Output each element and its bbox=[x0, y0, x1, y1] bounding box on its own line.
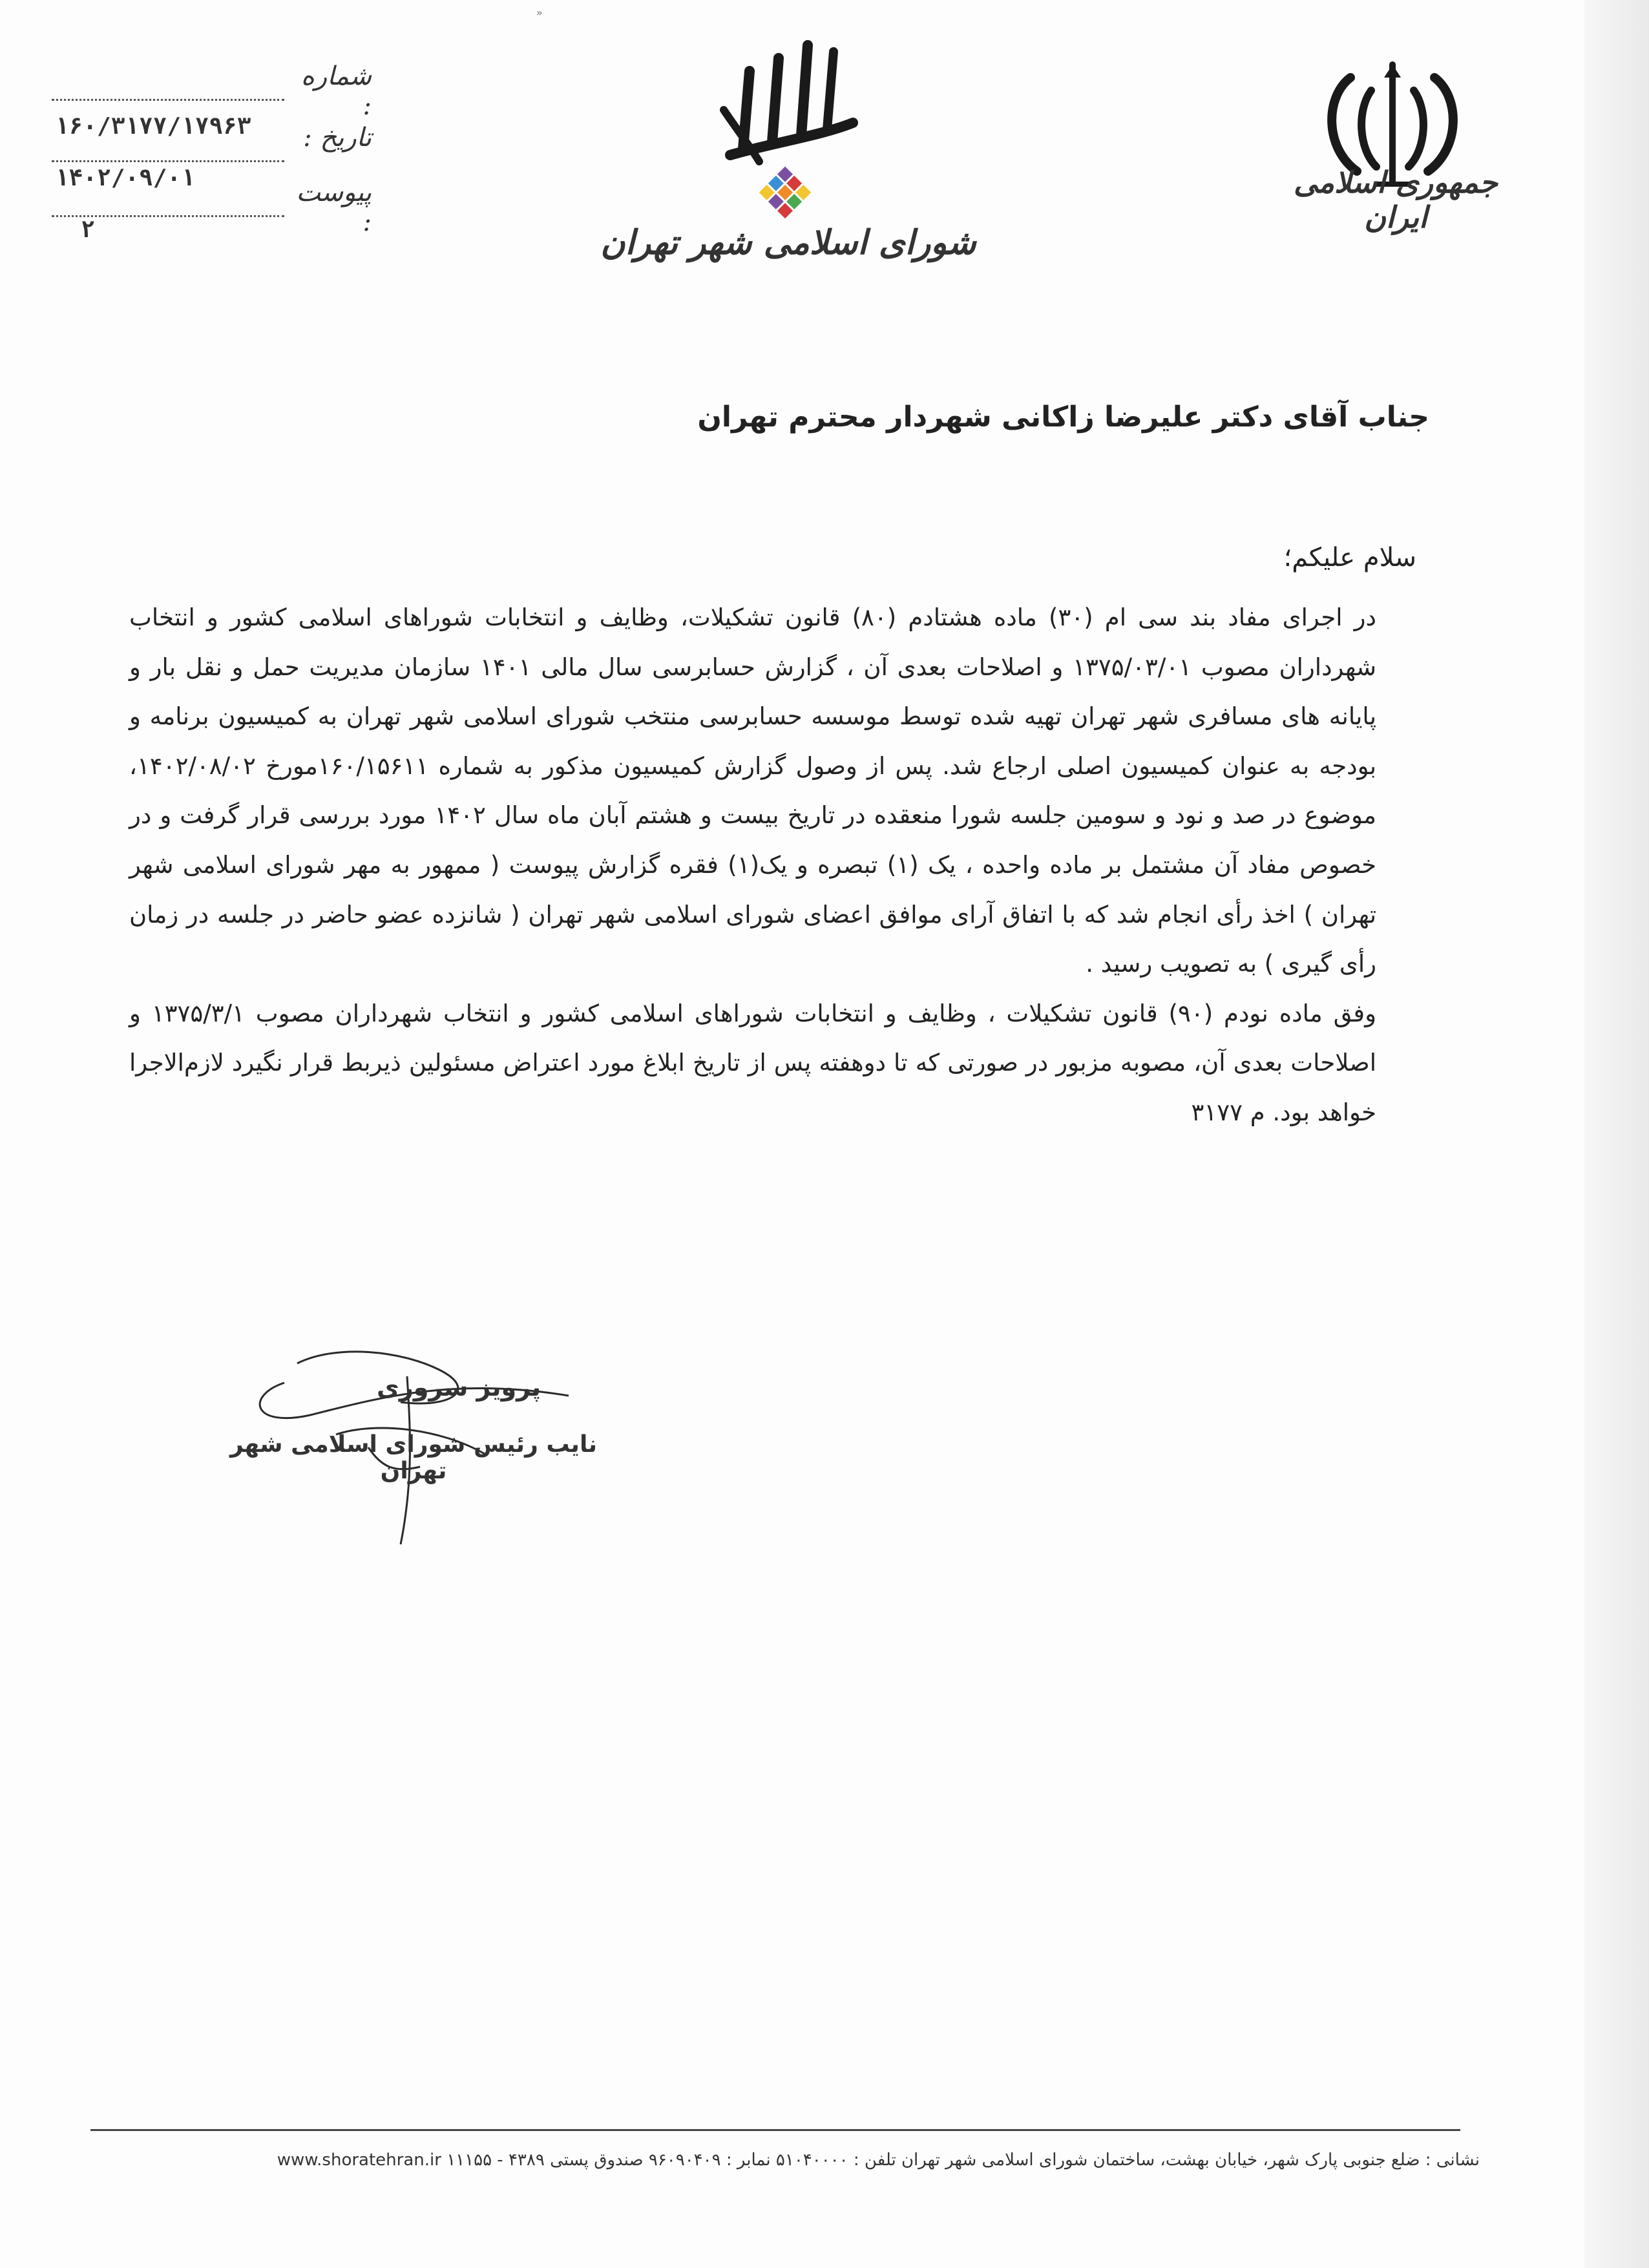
country-caption: جمهوری اسلامی ایران bbox=[1294, 165, 1498, 235]
attachment-label: پیوست : bbox=[296, 178, 372, 237]
council-caption: شورای اسلامی شهر تهران bbox=[600, 223, 976, 262]
page-shadow-edge bbox=[1584, 0, 1649, 2268]
footer-divider bbox=[90, 2129, 1460, 2131]
footer-address: نشانی : ضلع جنوبی پارک شهر، خیابان بهشت، ساختمان شورای اسلامی شهر تهران تلفن : ۵۱۰۴۰۰۰۰ نمابر : ۹۶۰۹۰۴۰۹ صندوق پستی ۴۳۸۹ - ۱۱۱۵۵ www.shoratehran.ir bbox=[277, 2150, 1480, 2170]
date-dotted-line bbox=[52, 160, 284, 162]
letter-body bbox=[129, 593, 1376, 1138]
date-label: تاریخ : bbox=[303, 123, 372, 152]
number-dotted-line bbox=[52, 99, 284, 101]
recipient-line: جناب آقای دکتر علیرضا زاکانی شهردار محترم تهران bbox=[697, 401, 1429, 434]
date-value: ۱۴۰۲/۰۹/۰۱ bbox=[55, 165, 195, 191]
signature-block bbox=[207, 1338, 620, 1551]
salutation: سلام علیکم؛ bbox=[1283, 543, 1416, 572]
attachment-dotted-line bbox=[52, 215, 284, 217]
number-label: شماره : bbox=[300, 61, 372, 121]
attachment-value: ۲ bbox=[81, 216, 95, 243]
body-paragraph-2: وفق ماده نودم (۹۰) قانون تشکیلات ، وظایف و انتخابات شوراهای اسلامی کشور و انتخاب شهرداران مصوب ۱۳۷۵/۳/۱ و اصلاحات بعدی آن، مصوبه مزبور در صورتی که تا دوهفته پس از تاریخ ابلاغ مورد اعتراض مسئولین ذیربط قرار نگیرد لازم‌الاجرا خواهد بود. م ۳۱۷۷ bbox=[129, 999, 1376, 1126]
signatory-title: نایب رئیس شورای اسلامی شهر تهران bbox=[229, 1431, 597, 1484]
council-logo-icon bbox=[698, 32, 872, 226]
signatory-name: پرویز سروری bbox=[377, 1373, 541, 1402]
body-paragraph-1: در اجرای مفاد بند سی ام (۳۰) ماده هشتادم (۸۰) قانون تشکیلات، وظایف و انتخابات شوراهای اسلامی کشور و انتخاب شهرداران مصوب ۱۳۷۵/۰۳/۰۱ و اصلاحات بعدی آن ، گزارش حسابرسی سال مالی ۱۴۰۱ سازمان مدیریت حمل و نقل بار و پایانه های مسافری شهر تهران تهیه شده توسط موسسه حسابرسی منتخب شورای اسلامی شهر تهران به کمیسیون برنامه و بودجه به عنوان کمیسیون اصلی ارجاع شد. پس از وصول گزارش کمیسیون مذکور به شماره ۱۶۰/۱۵۶۱۱مورخ ۱۴۰۲/۰۸/۰۲، موضوع در صد و نود و سومین جلسه شورا منعقده در تاریخ بیست و هشتم آبان ماه سال ۱۴۰۲ مورد بررسی قرار گرفت و در خصوص مفاد آن مشتمل بر ماده واحده ، یک (۱) تبصره و یک(۱) فقره گزارش پیوست ( ممهور به مهر شورای اسلامی شهر تهران ) اخذ رأی انجام شد که با اتفاق آرای موافق اعضای شورای اسلامی شهر تهران ( شانزده عضو حاضر در جلسه در زمان رأی گیری ) به تصویب رسید . bbox=[129, 604, 1377, 978]
letter-meta bbox=[48, 61, 372, 243]
top-mark: » bbox=[536, 6, 543, 19]
number-value: ۱۶۰/۳۱۷۷/۱۷۹۶۳ bbox=[55, 113, 251, 140]
